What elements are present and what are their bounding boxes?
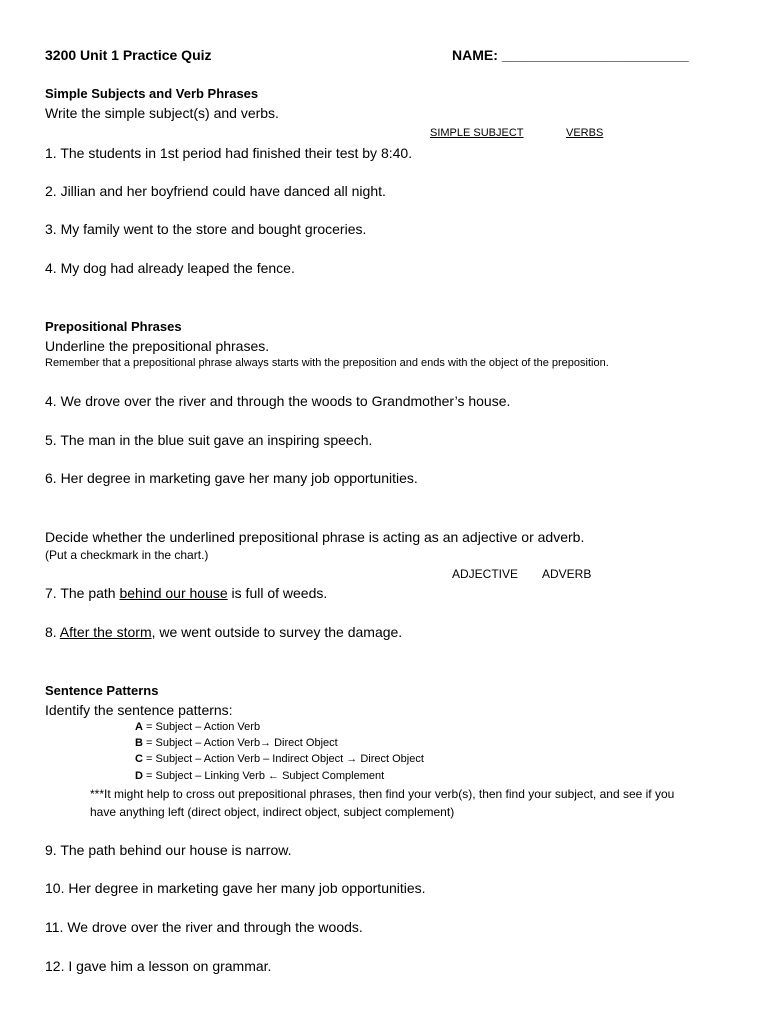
pattern-b <box>135 737 338 749</box>
question-text: 7. The path <box>45 585 120 601</box>
pattern-letter: B <box>135 737 143 749</box>
section-instruction: Identify the sentence patterns: <box>45 702 233 718</box>
section-note: (Put a checkmark in the chart.) <box>45 548 209 562</box>
column-header-verbs: VERBS <box>566 127 604 139</box>
pattern-letter: A <box>135 721 143 733</box>
question-1: 1. The students in 1st period had finished their test by 8:40. <box>45 145 413 161</box>
pattern-text: = Subject – Linking Verb ← Subject Complement <box>142 770 385 782</box>
quiz-title: 3200 Unit 1 Practice Quiz <box>45 47 212 63</box>
question-text: is full of weeds. <box>227 585 328 601</box>
pattern-letter: C <box>135 753 143 765</box>
question-3: 3. My family went to the store and bought groceries. <box>45 221 367 237</box>
question-6: 6. Her degree in marketing gave her many job opportunities. <box>45 470 418 486</box>
section-heading-prepositional-phrases: Prepositional Phrases <box>45 319 182 334</box>
column-header-adjective: ADJECTIVE <box>452 567 519 581</box>
question-text: , we went outside to survey the damage. <box>151 624 403 640</box>
name-field-label: NAME: ________________________ <box>452 47 689 63</box>
tip-line-1: ***It might help to cross out prepositional phrases, then find your verb(s), then find your subject, and see if you <box>90 787 675 801</box>
pattern-a <box>135 721 260 733</box>
tip-line-2: have anything left (direct object, indirect object, subject complement) <box>90 805 455 819</box>
pattern-text: = Subject – Action Verb→ Direct Object <box>142 737 338 749</box>
question-11: 11. We drove over the river and through the woods. <box>45 919 363 935</box>
underlined-phrase: After the storm <box>59 624 152 640</box>
pattern-text: = Subject – Action Verb <box>142 721 261 733</box>
question-4-prepositional: 4. We drove over the river and through the woods to Grandmother’s house. <box>45 393 511 409</box>
underlined-phrase: behind our house <box>119 585 228 601</box>
section-instruction-adjective-adverb: Decide whether the underlined prepositional phrase is acting as an adjective or adverb. <box>45 529 585 545</box>
question-8 <box>45 624 402 640</box>
question-12: 12. I gave him a lesson on grammar. <box>45 958 272 974</box>
pattern-letter: D <box>135 770 143 782</box>
question-10: 10. Her degree in marketing gave her many job opportunities. <box>45 880 426 896</box>
pattern-d <box>135 770 384 782</box>
column-header-adverb: ADVERB <box>542 567 592 581</box>
question-text: 8. <box>45 624 60 640</box>
section-instruction: Write the simple subject(s) and verbs. <box>45 105 279 121</box>
question-5: 5. The man in the blue suit gave an inspiring speech. <box>45 432 373 448</box>
pattern-text: = Subject – Action Verb – Indirect Object → Direct Object <box>142 753 424 765</box>
section-heading-subjects-verbs: Simple Subjects and Verb Phrases <box>45 86 259 101</box>
question-4: 4. My dog had already leaped the fence. <box>45 260 295 276</box>
question-2: 2. Jillian and her boyfriend could have danced all night. <box>45 183 386 199</box>
pattern-c <box>135 753 424 765</box>
section-heading-sentence-patterns: Sentence Patterns <box>45 683 159 698</box>
question-9: 9. The path behind our house is narrow. <box>45 842 292 858</box>
section-note: Remember that a prepositional phrase always starts with the preposition and ends with the object of the preposition. <box>45 357 609 369</box>
question-7 <box>45 585 327 601</box>
column-header-simple-subject: SIMPLE SUBJECT <box>430 127 524 139</box>
section-instruction: Underline the prepositional phrases. <box>45 338 270 354</box>
